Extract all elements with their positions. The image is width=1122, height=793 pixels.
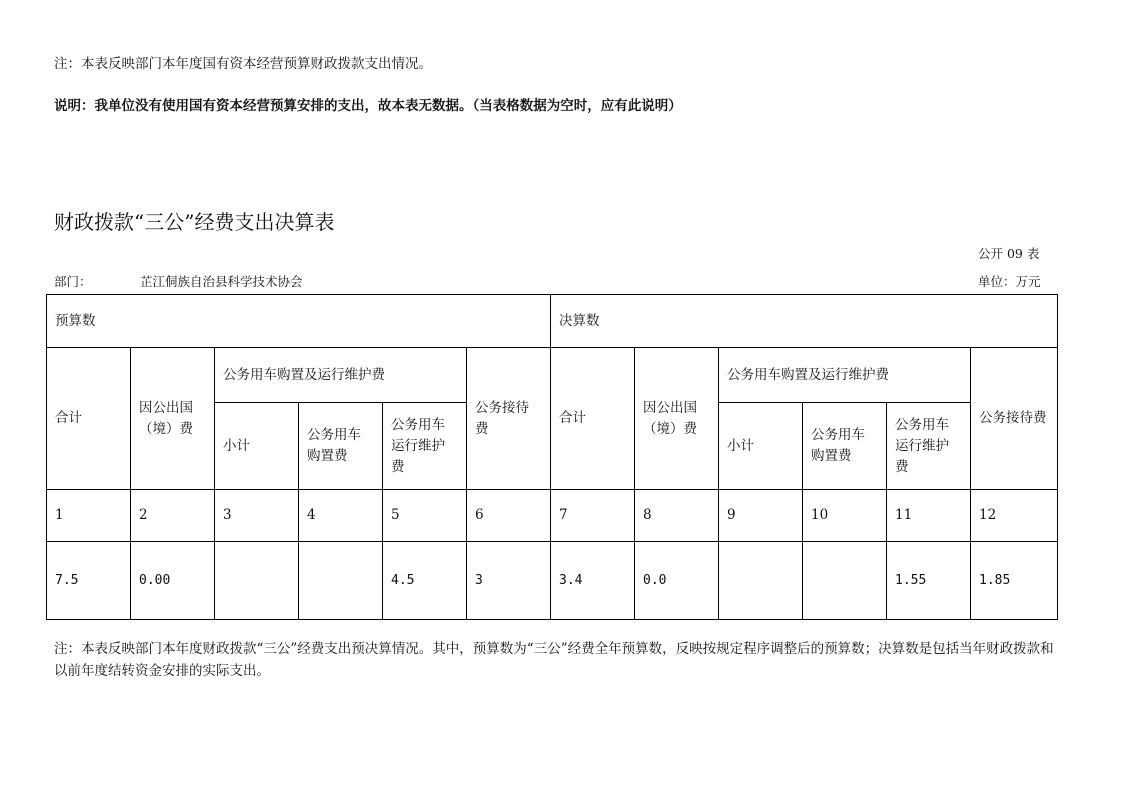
table-code: 公开 09 表: [978, 246, 1040, 261]
final-header: 决算数: [551, 295, 1058, 348]
value-row: [47, 542, 1058, 620]
column-number: 2: [131, 490, 215, 542]
value-cell: 7.5: [47, 542, 131, 620]
group-header-row: [47, 295, 1058, 348]
three-public-expense-table: [46, 294, 1058, 620]
final-reception-header: 公务接待费: [971, 348, 1058, 490]
value-cell: [215, 542, 299, 620]
budget-total-header: 合计: [47, 348, 131, 490]
value-cell: 3.4: [551, 542, 635, 620]
value-cell: 3: [467, 542, 551, 620]
column-number: 11: [887, 490, 971, 542]
budget-subtotal-header: 小计: [215, 403, 299, 490]
value-cell: [299, 542, 383, 620]
column-number: 7: [551, 490, 635, 542]
budget-vehicle-purchase-header: 公务用车购置费: [299, 403, 383, 490]
final-vehicle-group-header: 公务用车购置及运行维护费: [719, 348, 971, 403]
final-abroad-header: 因公出国（境）费: [635, 348, 719, 490]
value-cell: 1.85: [971, 542, 1058, 620]
column-number: 10: [803, 490, 887, 542]
final-vehicle-operation-header: 公务用车运行维护费: [887, 403, 971, 490]
final-total-header: 合计: [551, 348, 635, 490]
column-number: 3: [215, 490, 299, 542]
value-cell: 1.55: [887, 542, 971, 620]
bottom-note: 注：本表反映部门本年度财政拨款“三公”经费支出预决算情况。其中，预算数为“三公”经费全年预算数，反映按规定程序调整后的预算数；决算数是包括当年财政拨款和以前年度结转资金安排的实际支出。: [54, 641, 1054, 679]
column-number: 4: [299, 490, 383, 542]
value-cell: 4.5: [383, 542, 467, 620]
budget-header: 预算数: [47, 295, 551, 348]
header-row-2: [47, 348, 1058, 403]
final-subtotal-header: 小计: [719, 403, 803, 490]
budget-vehicle-operation-header: 公务用车运行维护费: [383, 403, 467, 490]
final-vehicle-purchase-header: 公务用车购置费: [803, 403, 887, 490]
column-number: 8: [635, 490, 719, 542]
value-cell: [719, 542, 803, 620]
department-label: 部门：: [54, 274, 92, 289]
value-cell: [803, 542, 887, 620]
column-number-row: [47, 490, 1058, 542]
explanation-note: 说明：我单位没有使用国有资本经营预算安排的支出，故本表无数据。（当表格数据为空时，应有此说明）: [54, 98, 682, 114]
top-note: 注：本表反映部门本年度国有资本经营预算财政拨款支出情况。: [54, 56, 432, 72]
budget-abroad-header: 因公出国（境）费: [131, 348, 215, 490]
column-number: 9: [719, 490, 803, 542]
column-number: 6: [467, 490, 551, 542]
column-number: 1: [47, 490, 131, 542]
unit-label: 单位：万元: [978, 274, 1041, 289]
value-cell: 0.0: [635, 542, 719, 620]
budget-vehicle-group-header: 公务用车购置及运行维护费: [215, 348, 467, 403]
column-number: 5: [383, 490, 467, 542]
budget-reception-header: 公务接待费: [467, 348, 551, 490]
value-cell: 0.00: [131, 542, 215, 620]
department-name: 芷江侗族自治县科学技术协会: [140, 274, 303, 289]
page-title: 财政拨款“三公”经费支出决算表: [54, 210, 335, 234]
column-number: 12: [971, 490, 1058, 542]
